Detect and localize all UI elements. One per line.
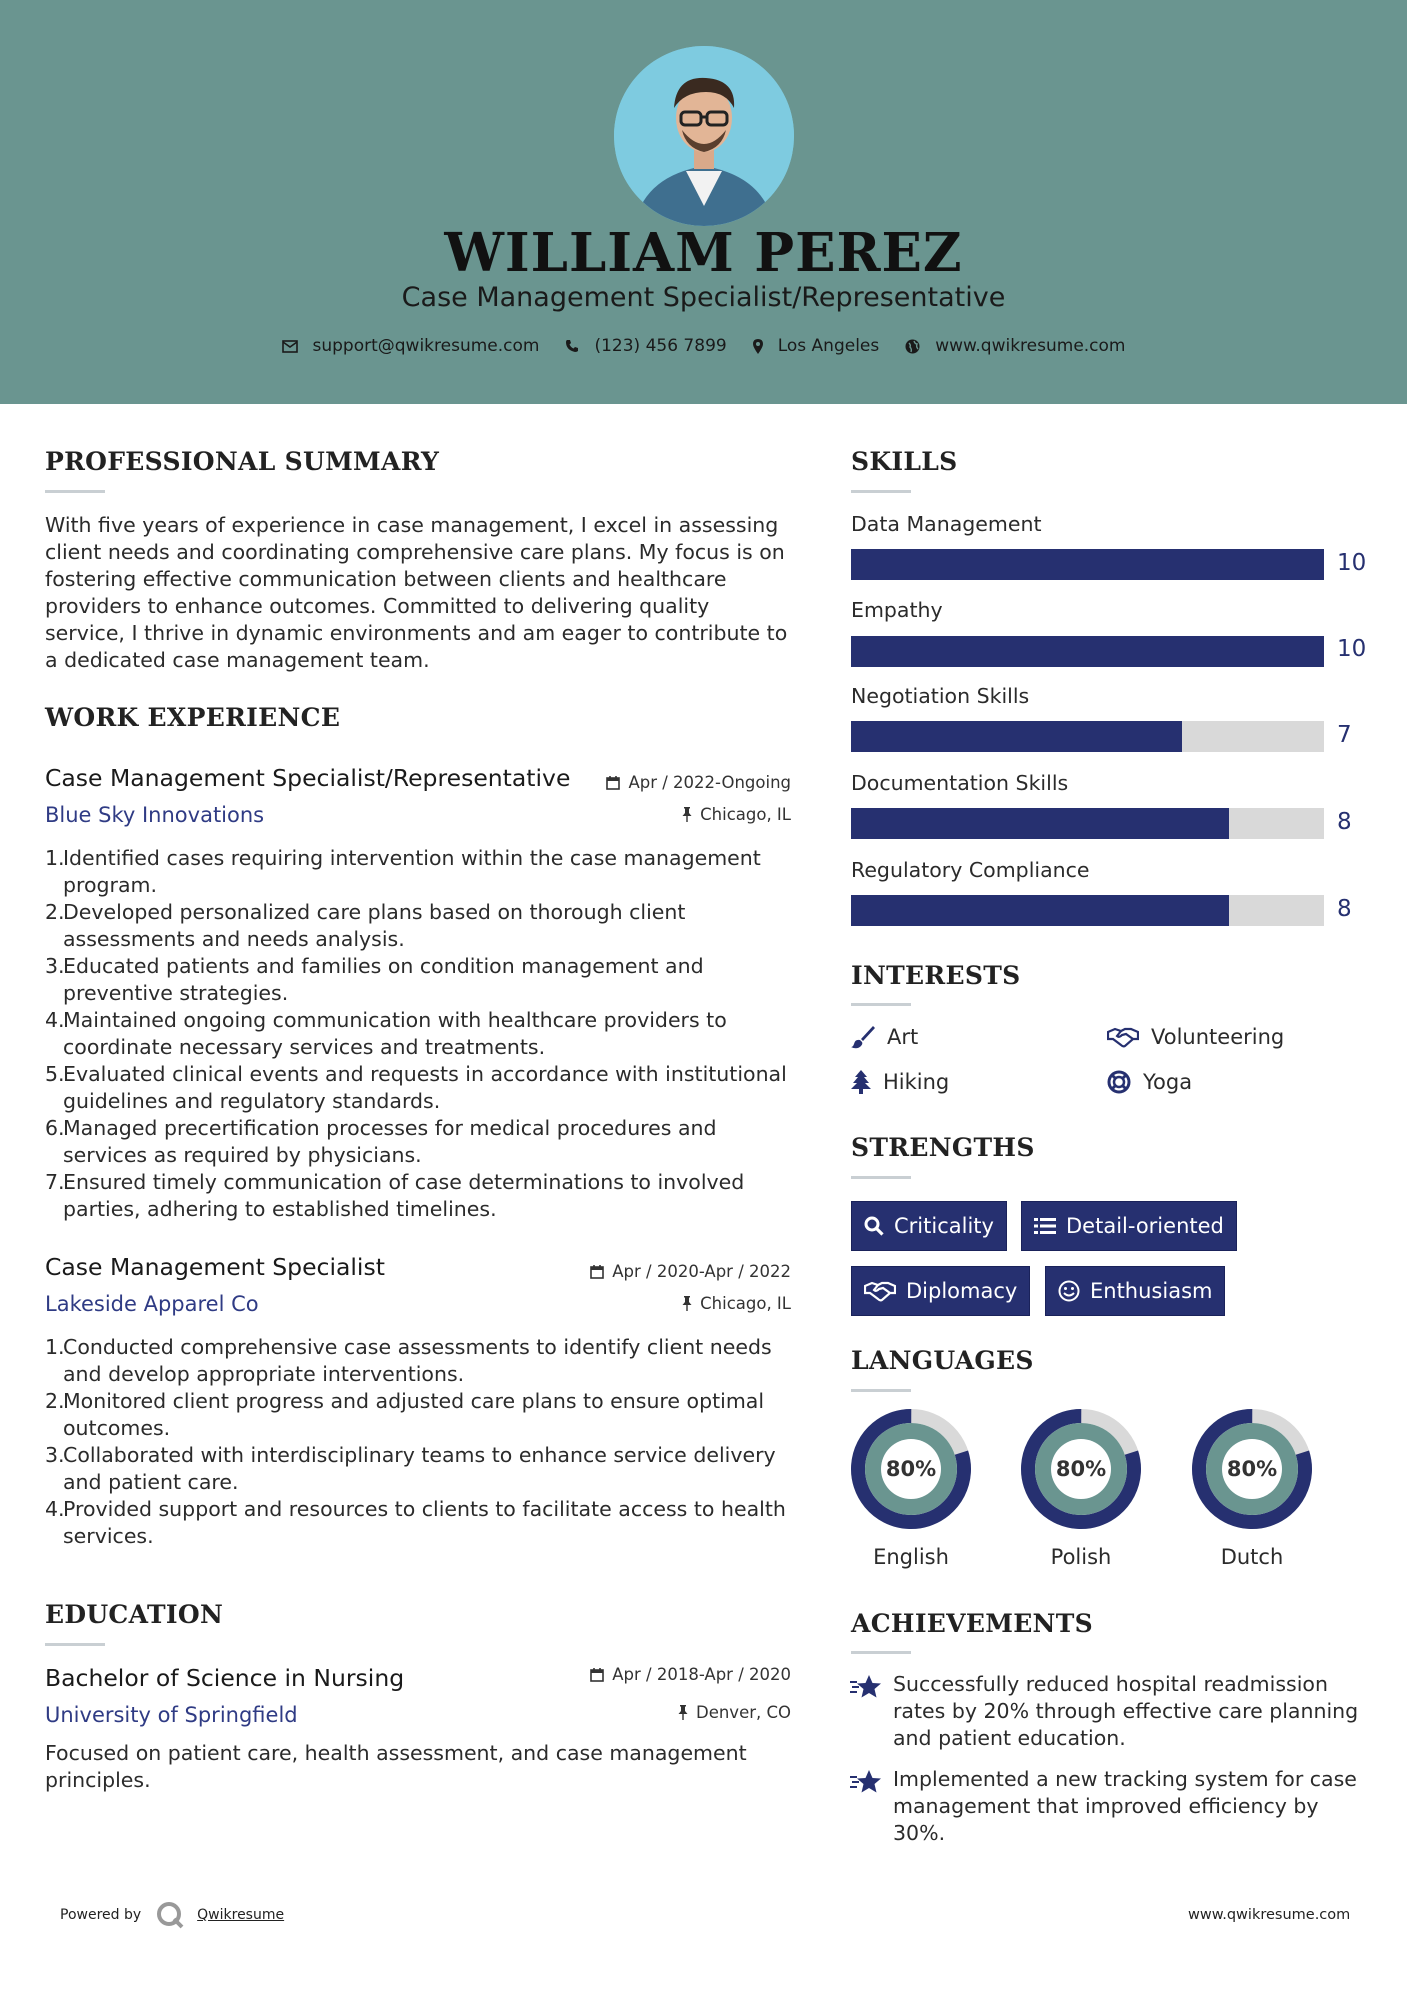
skill-value: 10 (1337, 550, 1367, 576)
skill-bar-fill (851, 895, 1229, 926)
lifebuoy-icon (1107, 1070, 1131, 1094)
brand-link[interactable]: Qwikresume (197, 1907, 285, 1923)
interests-heading: INTERESTS (851, 961, 1021, 990)
interests-divider (851, 1003, 911, 1006)
calendar-icon (606, 775, 620, 790)
candidate-name: WILLIAM PEREZ (444, 222, 963, 284)
skill-bar-fill (851, 808, 1229, 839)
company-name: Lakeside Apparel Co (45, 1292, 259, 1316)
list-item: 7. Ensured timely communication of case determinations to involved parties, adhering to established timelines. (45, 1170, 745, 1221)
email-text: support@qwikresume.com (312, 336, 540, 356)
list-item: 2. Developed personalized care plans based on thorough client assessments and needs analysis. (45, 900, 686, 951)
achievement-item: Implemented a new tracking system for case management that improved efficiency by 30%. (849, 1766, 1369, 1847)
strengths-divider (851, 1176, 911, 1179)
list-item: 4. Maintained ongoing communication with healthcare providers to coordinate necessary services and treatments. (45, 1008, 727, 1059)
star-trophy-icon (849, 1768, 883, 1796)
job-dates: Apr / 2020-Apr / 2022 (560, 1262, 791, 1281)
globe-icon (905, 339, 920, 354)
donut-label: 80% (1055, 1457, 1107, 1481)
skill-label: Empathy (851, 598, 943, 622)
smile-icon (1058, 1280, 1080, 1302)
handshake-icon (1107, 1026, 1139, 1048)
list-item: 5. Evaluated clinical events and requests in accordance with institutional guidelines and regulatory standards. (45, 1062, 787, 1113)
skill-bar-fill (851, 636, 1324, 667)
strengths-heading: STRENGTHS (851, 1133, 1035, 1162)
language-label: English (873, 1545, 949, 1569)
paintbrush-icon (851, 1025, 875, 1049)
website-text: www.qwikresume.com (935, 336, 1126, 356)
interest-volunteering: Volunteering (1107, 1025, 1284, 1049)
donut-label: 80% (885, 1457, 937, 1481)
contact-bar (0, 336, 1407, 356)
achievements-divider (851, 1651, 911, 1654)
list-item: 3. Educated patients and families on condition management and preventive strategies. (45, 954, 704, 1005)
school-name: University of Springfield (45, 1703, 298, 1727)
language-polish (1019, 1407, 1143, 1535)
skill-bar (851, 895, 1324, 926)
search-icon (864, 1216, 884, 1236)
strength-diplomacy: Diplomacy (851, 1266, 1030, 1316)
job-duties-list (45, 845, 790, 1223)
language-donut (1190, 1407, 1314, 1531)
donut-label: 80% (1226, 1457, 1278, 1481)
skill-bar (851, 549, 1324, 580)
language-donut (1019, 1407, 1143, 1531)
education-description: Focused on patient care, health assessment, and case management principles. (45, 1741, 747, 1792)
skill-value: 8 (1337, 896, 1352, 922)
interest-art: Art (851, 1025, 918, 1049)
strength-detail-oriented: Detail-oriented (1021, 1201, 1237, 1251)
interest-yoga: Yoga (1107, 1070, 1192, 1094)
list-item: 4. Provided support and resources to clients to facilitate access to health services. (45, 1497, 786, 1548)
skills-heading: SKILLS (851, 447, 958, 476)
education-heading: EDUCATION (45, 1600, 224, 1629)
education-dates: Apr / 2018-Apr / 2020 (560, 1665, 791, 1684)
skill-bar (851, 721, 1324, 752)
pushpin-icon (682, 1296, 692, 1311)
contact-email[interactable] (282, 336, 540, 356)
map-pin-icon (753, 339, 763, 354)
location-text: Los Angeles (777, 336, 880, 356)
skill-bar-fill (851, 721, 1182, 752)
skill-label: Documentation Skills (851, 771, 1069, 795)
skill-value: 7 (1337, 722, 1352, 748)
header-banner (0, 0, 1407, 404)
job-location: Chicago, IL (560, 805, 791, 824)
person-photo-icon (614, 46, 794, 226)
job-title: Case Management Specialist/Representative (45, 764, 571, 792)
skill-bar (851, 636, 1324, 667)
language-label: Dutch (1220, 1545, 1284, 1569)
job-dates: Apr / 2022-Ongoing (560, 773, 791, 792)
calendar-icon (590, 1264, 604, 1279)
job-title: Case Management Specialist (45, 1253, 385, 1281)
candidate-title: Case Management Specialist/Representative (401, 282, 1006, 313)
star-trophy-icon (849, 1673, 883, 1701)
language-donut (849, 1407, 973, 1531)
language-english (849, 1407, 973, 1535)
strength-criticality: Criticality (851, 1201, 1007, 1251)
powered-by (60, 1900, 284, 1930)
skill-value: 8 (1337, 809, 1352, 835)
qwikresume-logo-icon (155, 1900, 185, 1930)
list-item: 1. Identified cases requiring intervention within the case management program. (45, 846, 761, 897)
pushpin-icon (678, 1705, 688, 1720)
achievement-item: Successfully reduced hospital readmission rates by 20% through effective care planning and patient education. (849, 1671, 1369, 1752)
work-heading: WORK EXPERIENCE (45, 703, 341, 732)
skills-divider (851, 490, 911, 493)
education-location: Denver, CO (560, 1703, 791, 1722)
calendar-icon (590, 1667, 604, 1682)
interest-hiking: Hiking (851, 1070, 949, 1094)
skill-value: 10 (1337, 636, 1367, 662)
job-location: Chicago, IL (560, 1294, 791, 1313)
language-label: Polish (1050, 1545, 1112, 1569)
language-dutch (1190, 1407, 1314, 1535)
contact-website[interactable] (905, 336, 1125, 356)
degree-title: Bachelor of Science in Nursing (45, 1664, 405, 1692)
phone-icon (565, 339, 579, 353)
education-divider (45, 1643, 105, 1646)
skill-bar (851, 808, 1324, 839)
list-item: 1. Conducted comprehensive case assessments to identify client needs and develop appropriate interventions. (45, 1335, 772, 1386)
skill-label: Regulatory Compliance (851, 858, 1090, 882)
list-item: 3. Collaborated with interdisciplinary teams to enhance service delivery and patient care. (45, 1443, 776, 1494)
avatar (614, 46, 794, 226)
summary-text: With five years of experience in case management, I excel in assessing client needs and coordinating comprehensive care plans. My focus is on fostering effective communication between clients and healthcare providers to enhance outcomes. Committed to delivering quality service, I thrive in dynamic environments and am eager to contribute to a dedicated case management team. (45, 513, 788, 672)
tree-icon (851, 1070, 871, 1094)
powered-by-text: Powered by (60, 1907, 142, 1923)
strength-enthusiasm: Enthusiasm (1045, 1266, 1225, 1316)
company-name: Blue Sky Innovations (45, 803, 265, 827)
list-item: 6. Managed precertification processes for medical procedures and services as required by physicians. (45, 1116, 717, 1167)
job-duties-list (45, 1334, 790, 1550)
phone-text: (123) 456 7899 (594, 336, 727, 356)
list-item: 2. Monitored client progress and adjusted care plans to ensure optimal outcomes. (45, 1389, 765, 1440)
skill-bar-fill (851, 549, 1324, 580)
handshake-icon (864, 1280, 896, 1302)
skill-label: Negotiation Skills (851, 684, 1030, 708)
summary-heading: PROFESSIONAL SUMMARY (45, 447, 440, 476)
contact-phone[interactable] (565, 336, 726, 356)
footer-website[interactable]: www.qwikresume.com (1188, 1907, 1351, 1923)
summary-divider (45, 490, 105, 493)
skill-label: Data Management (851, 512, 1042, 536)
list-icon (1034, 1217, 1056, 1235)
languages-divider (851, 1389, 911, 1392)
languages-heading: LANGUAGES (851, 1346, 1034, 1375)
pushpin-icon (682, 807, 692, 822)
achievements-heading: ACHIEVEMENTS (851, 1609, 1093, 1638)
contact-location (753, 336, 880, 356)
envelope-icon (282, 340, 298, 353)
